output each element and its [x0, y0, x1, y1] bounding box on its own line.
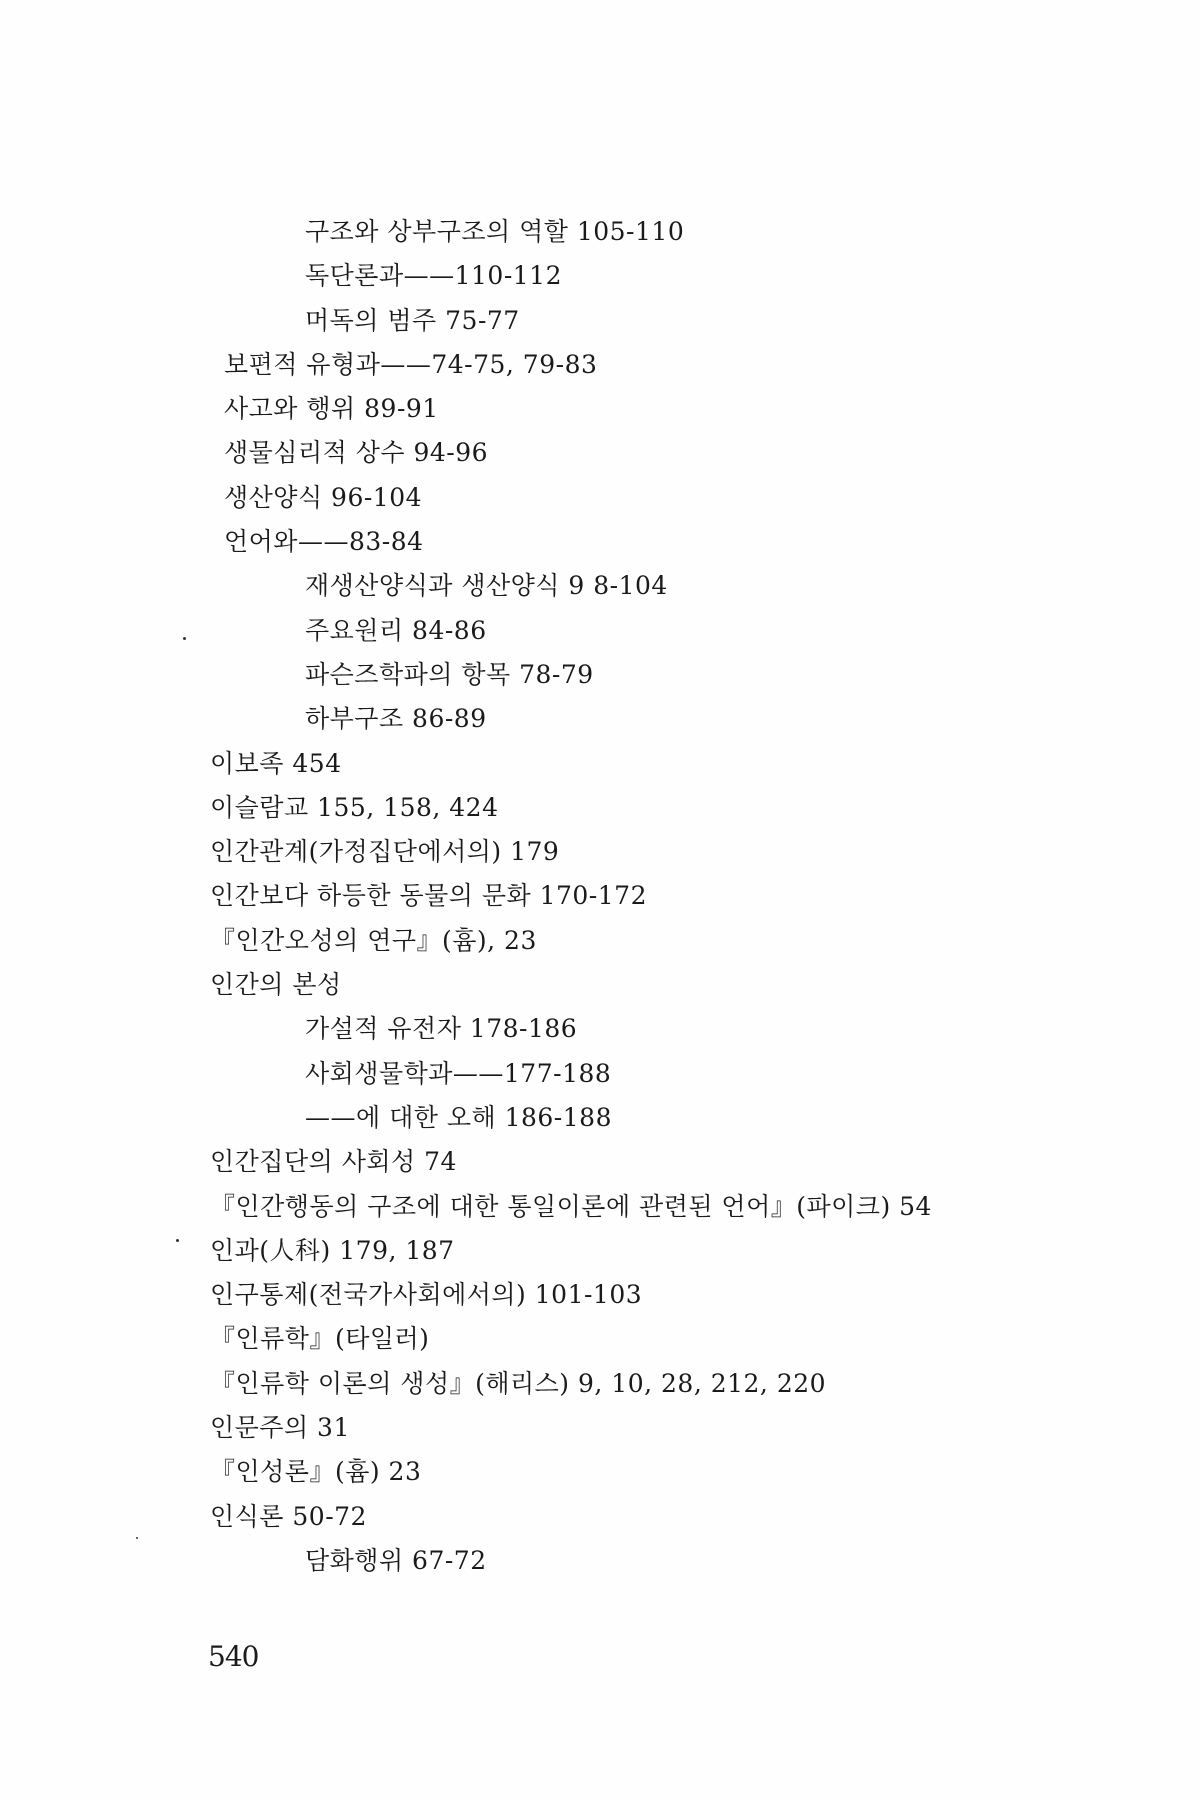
index-list	[210, 210, 1110, 1583]
index-entry: 언어와——83-84	[224, 527, 424, 557]
index-entry: 인간의 본성	[210, 970, 342, 1000]
index-entry: 『인간행동의 구조에 대한 통일이론에 관련된 언어』(파이크) 54	[210, 1191, 932, 1221]
index-entry: 재생산양식과 생산양식 9 8-104	[305, 571, 668, 601]
index-entry: 담화행위 67-72	[305, 1545, 487, 1575]
index-entry: 주요원리 84-86	[305, 615, 487, 645]
scan-speck	[183, 637, 186, 640]
index-entry: 『인류학 이론의 생성』(해리스) 9, 10, 28, 212, 220	[210, 1368, 827, 1398]
index-entry: 하부구조 86-89	[305, 704, 487, 734]
index-entry: 구조와 상부구조의 역할 105-110	[305, 217, 685, 246]
scan-speck	[136, 1537, 138, 1539]
index-entry: ——에 대한 오해 186-188	[305, 1102, 612, 1132]
index-entry: 인식론 50-72	[210, 1501, 367, 1531]
index-entry: 생물심리적 상수 94-96	[224, 438, 489, 468]
index-entry: 인간관계(가정집단에서의) 179	[210, 837, 560, 867]
index-entry: 인간보다 하등한 동물의 문화 170-172	[210, 881, 647, 911]
index-entry: 사회생물학과——177-188	[305, 1058, 612, 1088]
index-entry: 인간집단의 사회성 74	[210, 1147, 457, 1177]
index-entry: 보편적 유형과——74-75, 79-83	[224, 349, 598, 379]
index-entry: 이보족 454	[210, 748, 342, 778]
index-entry: 머독의 범주 75-77	[305, 305, 520, 335]
index-entry: 인과(人科) 179, 187	[210, 1235, 455, 1265]
index-entry: 인문주의 31	[210, 1413, 350, 1443]
index-entry: 파슨즈학파의 항목 78-79	[305, 659, 594, 689]
index-entry: 독단론과——110-112	[305, 261, 562, 291]
scan-speck	[176, 1239, 179, 1242]
index-entry: 이슬람교 155, 158, 424	[210, 792, 499, 822]
index-entry: 『인성론』(흄) 23	[210, 1457, 422, 1487]
index-entry: 가설적 유전자 178-186	[305, 1014, 578, 1044]
index-entry: 『인간오성의 연구』(흄), 23	[210, 925, 537, 955]
index-entry: 생산양식 96-104	[224, 482, 423, 512]
index-entry: 『인류학』(타일러)	[210, 1324, 430, 1354]
index-entry: 인구통제(전국가사회에서의) 101-103	[210, 1280, 643, 1310]
page-number: 540	[208, 1640, 259, 1673]
index-entry: 사고와 행위 89-91	[224, 394, 439, 424]
